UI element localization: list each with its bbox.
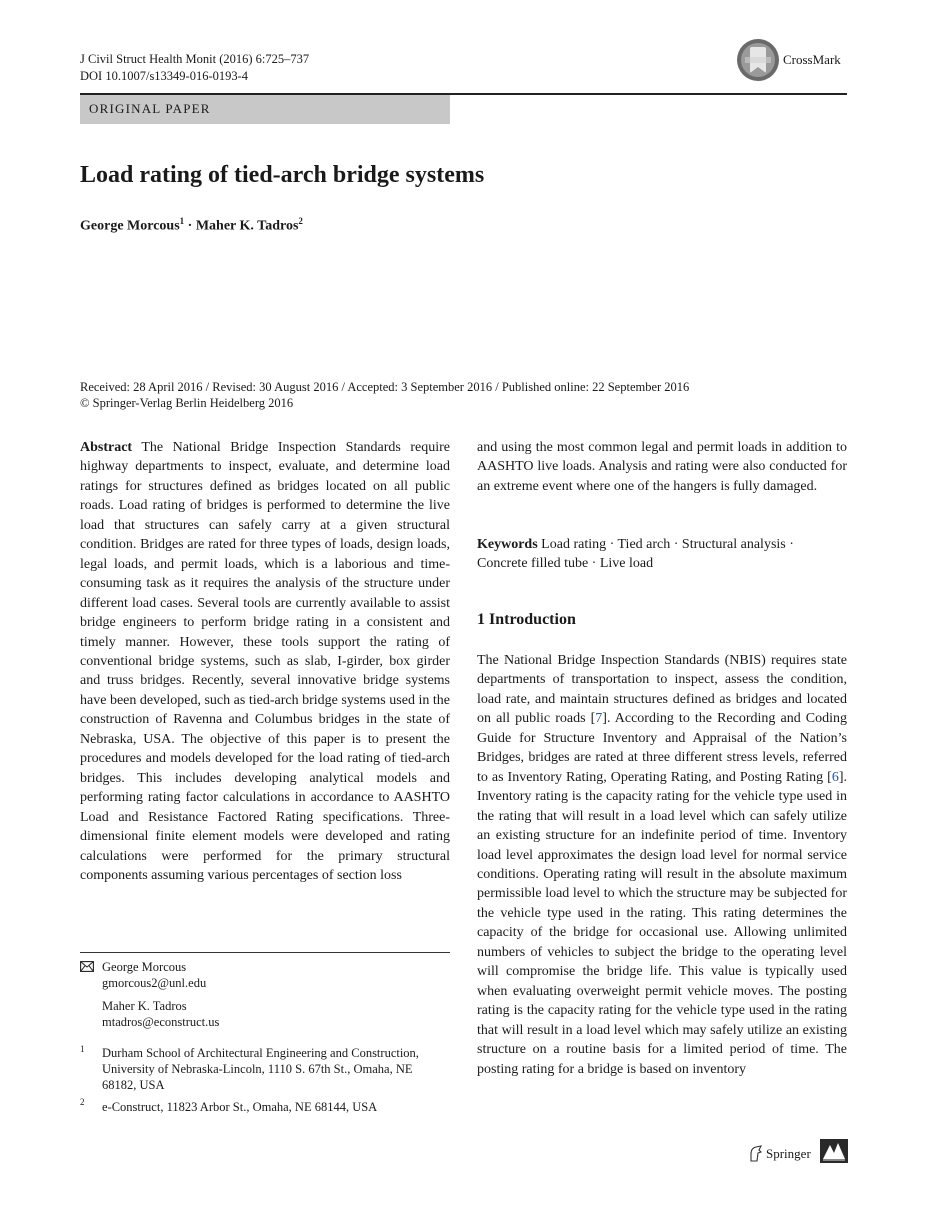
- affiliation-number: 1: [80, 1044, 85, 1054]
- springer-horse-icon: [748, 1145, 764, 1163]
- publisher-label: Springer: [766, 1146, 811, 1161]
- journal-citation: J Civil Struct Health Monit (2016) 6:725–737: [80, 52, 310, 66]
- author-affiliation-marker: 1: [179, 216, 185, 226]
- contact-name: George Morcous: [102, 960, 187, 974]
- keywords: [477, 535, 847, 574]
- footnote-divider: [80, 952, 450, 953]
- affiliation-number: 2: [80, 1097, 85, 1107]
- author-separator: ·: [184, 218, 196, 234]
- citation-link[interactable]: 6: [831, 769, 839, 785]
- abstract-text: The National Bridge Inspection Standards require highway departments to inspect, evaluate, and determine load ratings for structures defined as bridges located on all public roads. Load rating of bridges is performed to determine the live load that structures can safely carry at a given structural condition. Bridges are rated for three types of loads, design loads, legal loads, and permit loads, which is a laborious and time-consuming task as it requires the analysis of the structure under different load cases. Several tools are currently available to assist bridge engineers to perform bridge rating in a consistent and timely manner. However, these tools support the rating of conventional bridge systems, such as slab, I-girder, box girder and truss bridges. Recently, several innovative bridge systems have been developed, such as tied-arch bridge systems used in the construction of Ravenna and Columbus bridges in the state of Nebraska, USA. The objective of this paper is to present the procedures and models developed for the load rating of tied-arch bridges. This includes developing analytical models and performing rating factor calculations in accordance to AASHTO Load and Resistance Factored Rating specifications. Three-dimensional finite element models were developed and rating calculations were performed for the primary structural components assuming various percentages of section loss: [80, 440, 451, 883]
- citation-link[interactable]: 7: [595, 711, 603, 727]
- keywords-text: Load rating · Tied arch · Structural analysis · Concrete filled tube · Live load: [477, 537, 794, 572]
- intro-paragraph-part: The National Bridge Inspection Standards (NBIS) requires state departments of transportation to inspect, assess the condition, load rate, and maintain structures defined as bridges and located on all public roads [: [477, 653, 847, 727]
- article-title: Load rating of tied-arch bridge systems: [80, 162, 485, 188]
- publication-dates: Received: 28 April 2016 / Revised: 30 August 2016 / Accepted: 3 September 2016 / Published online: 22 September 2016: [80, 380, 690, 394]
- springer-book-icon: [820, 1139, 848, 1163]
- contact-name: Maher K. Tadros: [102, 999, 187, 1013]
- abstract-continued: and using the most common legal and permit loads in addition to AASHTO live loads. Analysis and rating were also conducted for an extreme event where one of the hangers is fully damaged.: [477, 440, 847, 494]
- doi[interactable]: DOI 10.1007/s13349-016-0193-4: [80, 69, 249, 83]
- abstract: [80, 438, 450, 885]
- contact-email[interactable]: mtadros@econstruct.us: [102, 1015, 220, 1029]
- author-affiliation-marker: 2: [298, 216, 303, 226]
- keywords-label: Keywords: [477, 537, 538, 552]
- contact-email[interactable]: gmorcous2@unl.edu: [102, 976, 207, 990]
- intro-paragraph-part: ]. Inventory rating is the capacity rating for the vehicle type used in the rating that will result in a load level which can safely utilize an existing structure for an indefinite period of time. Inventory load level approximates the design load level for normal service conditions. Operating rating will result in the absolute maximum permissible load level to which the structure may be subjected for the vehicle type used in the rating. This rating determines the capacity of the bridge for occasional use. Allowing unlimited numbers of vehicles to subject the bridge to the operating level will compromise the bridge life. This value is typically used when evaluating overweight permit vehicle moves. The posting rating is the capacity rating for the vehicle type used in the rating that will result in a load level which may safely utilize an existing structure on a routine basis for a limited period of time. The posting rating for a bridge is based on inventory: [477, 769, 847, 1077]
- introduction-text: [477, 651, 847, 1079]
- intro-paragraph-part: ]. According to the Recording and Coding Guide for Structure Inventory and Appraisal of the Nation’s Bridges, bridges are rated at three different stress levels, referred to as Inventory Rating, Operating Rating, and Posting Rating [: [477, 711, 847, 785]
- author-name[interactable]: Maher K. Tadros: [195, 218, 299, 234]
- affiliation-text: Durham School of Architectural Engineering and Construction, University of Nebraska-Lincoln, 1110 S. 67th St., Omaha, NE 68182, USA: [102, 1046, 419, 1092]
- crossmark-label[interactable]: CrossMark: [783, 52, 841, 67]
- envelope-icon: [80, 961, 94, 972]
- author-name[interactable]: George Morcous: [80, 218, 180, 234]
- paper-type-banner: [80, 95, 450, 124]
- paper-type-label: ORIGINAL PAPER: [89, 101, 211, 116]
- copyright: © Springer-Verlag Berlin Heidelberg 2016: [80, 396, 294, 410]
- affiliation-text: e-Construct, 11823 Arbor St., Omaha, NE 68144, USA: [102, 1100, 378, 1114]
- section-heading-introduction: 1 Introduction: [477, 611, 576, 628]
- author-list: [80, 216, 303, 235]
- abstract-label: Abstract: [80, 440, 133, 455]
